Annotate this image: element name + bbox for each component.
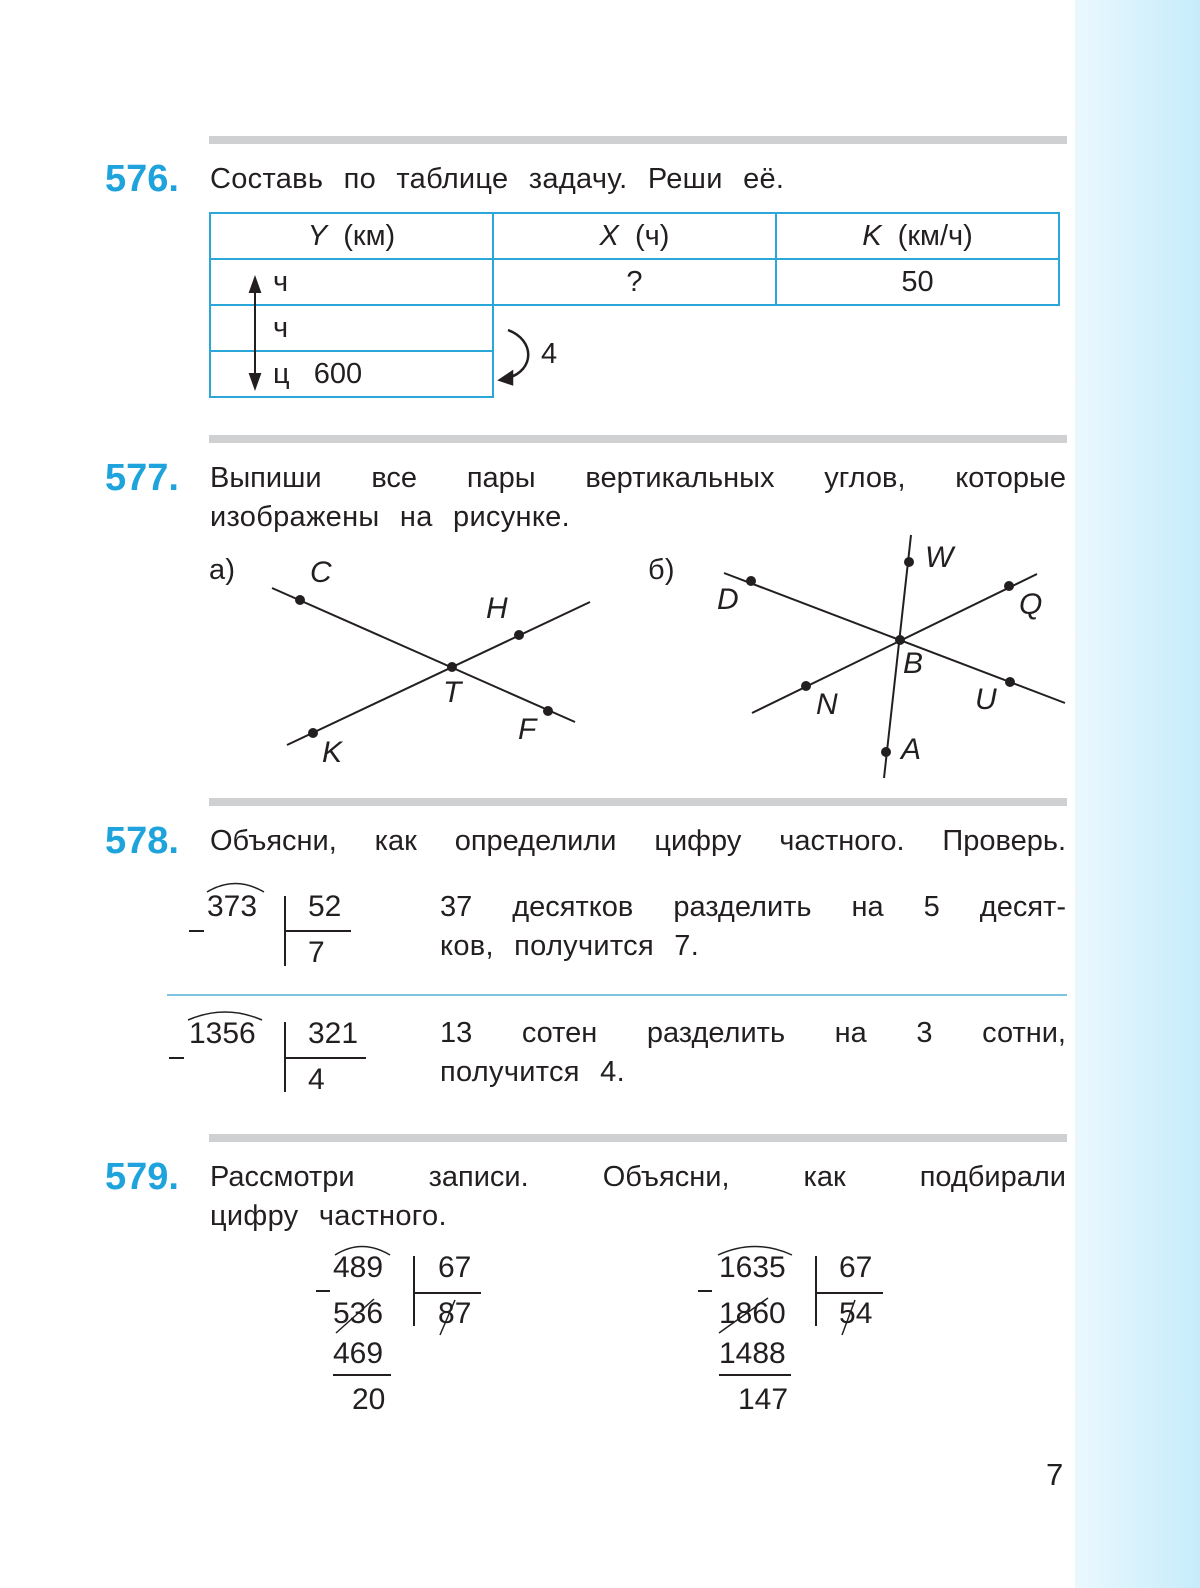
divider	[209, 435, 1067, 443]
figure-b	[724, 535, 1065, 778]
point-label: C	[310, 556, 332, 589]
cell-x: ?	[493, 259, 776, 305]
task-text-line: цифру частного.	[210, 1200, 447, 1232]
figure-a	[272, 588, 590, 745]
point-label: Q	[1019, 588, 1043, 621]
header-y: Y (км)	[210, 213, 493, 259]
cell-y: ч	[210, 259, 493, 305]
task-number: 576.	[105, 158, 179, 200]
curved-arrow-icon	[500, 330, 528, 384]
page-number: 7	[1046, 1457, 1064, 1492]
divider	[209, 798, 1067, 806]
divider	[209, 1134, 1067, 1142]
figure-b-label: б)	[648, 554, 675, 586]
task-text: Составь по таблице задачу. Реши её.	[210, 163, 785, 195]
textbook-page: 576. Составь по таблице задачу. Реши её. Y (км) X (ч) K (км/ч) ч ? 50 ч ц 600 4 577. Выпиши все пары вертикальных углов, которые изображены на рисунке. а) C H T F K б) D W Q B N U A 578. Объясни, как определили цифру частного. Проверь. 373 52 7 37 десятков разделить на 5 десят- ков, получится 7. 1356 321 4 13 сотен разделить на 3 сотни, получится 4. 579. Рассмотри записи. Объясни, как подбирали цифру частного. 489 536 469 20 67 87 1635 1860 1488 147 67 54 7	[0, 0, 1200, 1588]
point-label: N	[816, 688, 838, 721]
point-label: A	[901, 733, 922, 766]
point-label: H	[486, 592, 508, 625]
separator	[167, 994, 1067, 996]
arrow-note: 4	[541, 338, 558, 370]
figure-a-label: а)	[209, 554, 236, 586]
task-number: 579.	[105, 1156, 179, 1198]
cell-y: ц 600	[210, 351, 493, 397]
task-number: 578.	[105, 820, 179, 862]
task-number: 577.	[105, 457, 179, 499]
double-arrow-icon	[250, 278, 260, 388]
point-label: U	[975, 683, 997, 716]
point-label: D	[717, 583, 739, 616]
point-label: K	[322, 736, 343, 769]
point-label: B	[903, 647, 924, 680]
header-k: K (км/ч)	[776, 213, 1059, 259]
header-x: X (ч)	[493, 213, 776, 259]
point-label: W	[925, 541, 954, 574]
cell-k: 50	[776, 259, 1059, 305]
task-text-line: Рассмотри записи. Объясни, как подбирали	[210, 1161, 1066, 1193]
task-text-line: Выпиши все пары вертикальных углов, которые	[210, 462, 1066, 494]
point-label: T	[443, 676, 462, 709]
cell-y: ч	[210, 305, 493, 351]
task-text: Объясни, как определили цифру частного. Проверь.	[210, 825, 1066, 857]
point-label: F	[518, 713, 537, 746]
task-text-line: изображены на рисунке.	[210, 501, 570, 533]
